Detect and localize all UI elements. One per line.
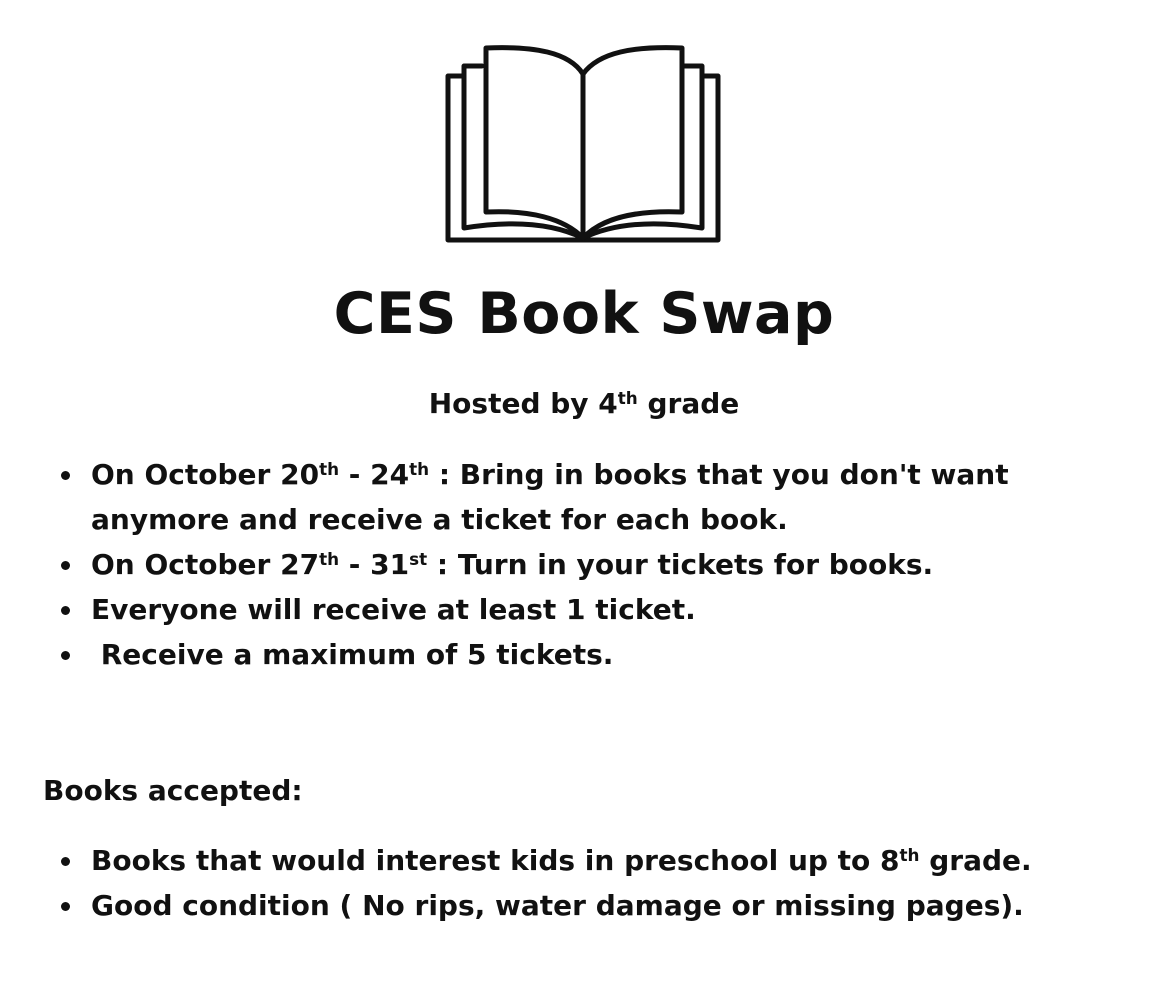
list-item-dropoff: On October 20th - 24th : Bring in books that you don't want anymore and receive a ticket for each book.: [54, 452, 1114, 542]
open-book-icon: [444, 42, 724, 248]
list-item-minimum: Everyone will receive at least 1 ticket.: [54, 587, 1114, 632]
books-accepted-heading: Books accepted:: [43, 774, 303, 807]
list-item-age-range: Books that would interest kids in preschool up to 8th grade.: [54, 838, 1114, 883]
page-title: CES Book Swap: [333, 281, 835, 347]
list-item-maximum: Receive a maximum of 5 tickets.: [54, 632, 1114, 677]
subtitle: Hosted by 4th grade: [428, 387, 740, 420]
list-item-condition: Good condition ( No rips, water damage or missing pages).: [54, 883, 1114, 928]
list-item-redeem: On October 27th - 31st : Turn in your tickets for books.: [54, 542, 1114, 587]
schedule-list: [54, 452, 1114, 677]
books-accepted-list: [54, 838, 1114, 928]
